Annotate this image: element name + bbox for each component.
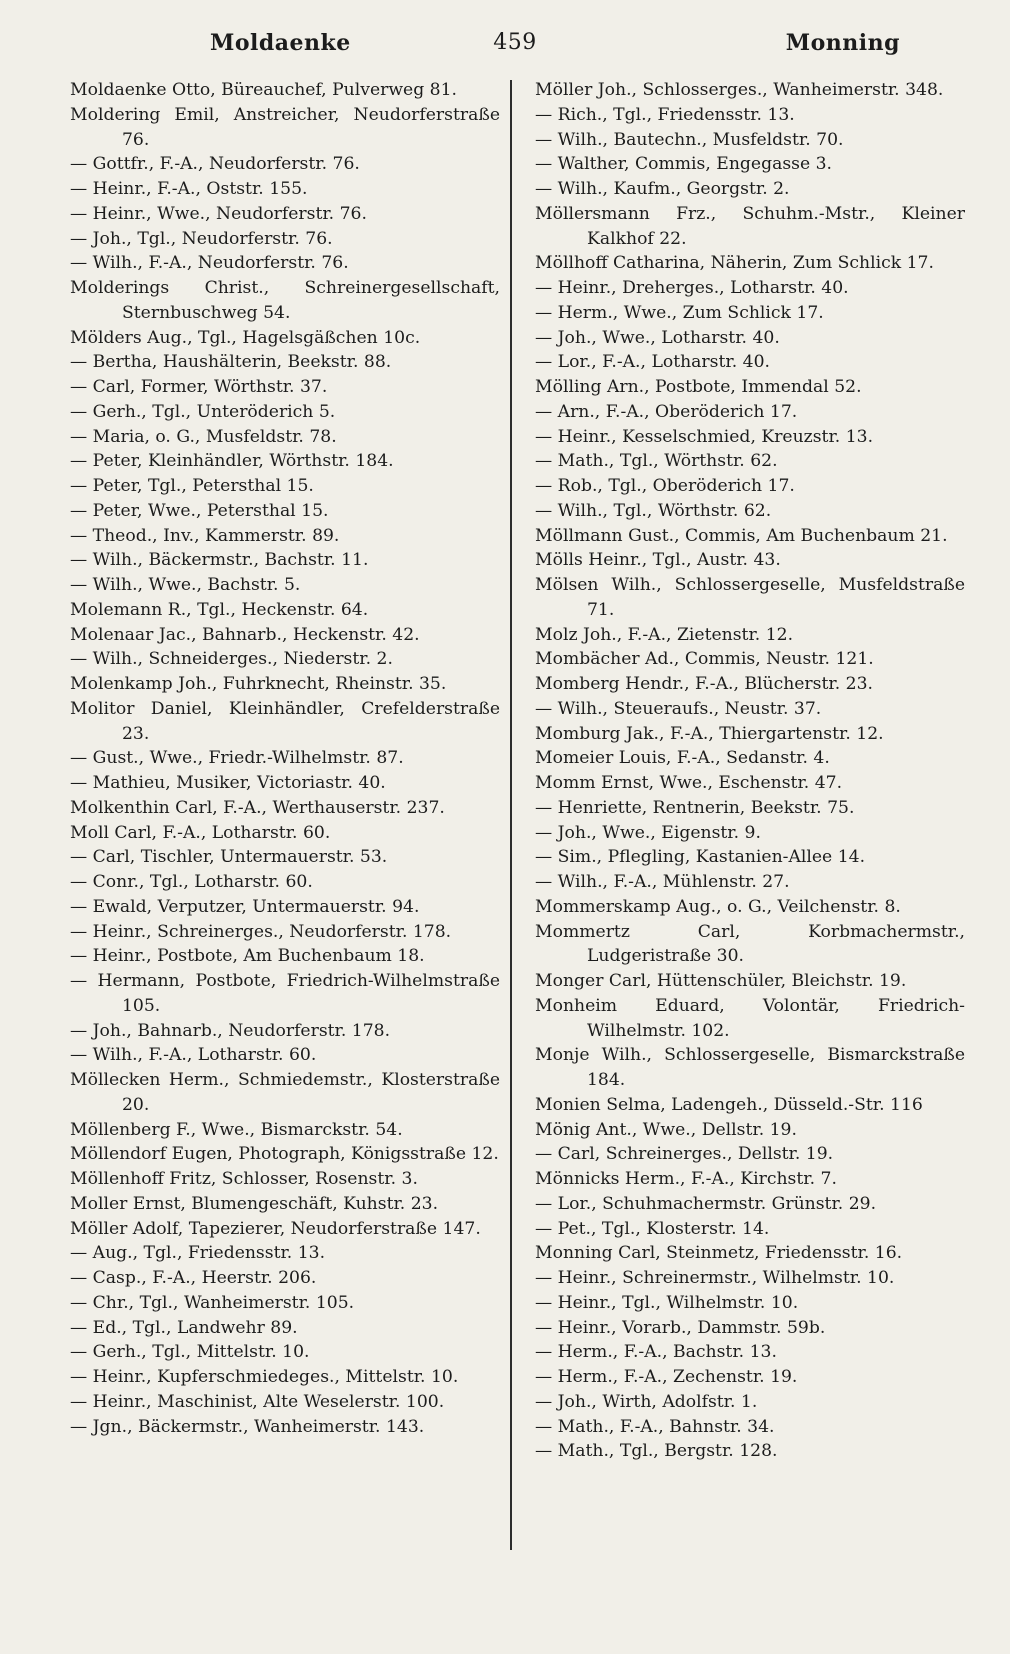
directory-entry: Mönig Ant., Wwe., Dellstr. 19. — [535, 1119, 797, 1140]
directory-entry: — Joh., Tgl., Neudorferstr. 76. — [70, 228, 333, 249]
directory-entry: — Gottfr., F.-A., Neudorferstr. 76. — [70, 154, 360, 175]
directory-entry: Molderings Christ., Schreinergesellschaft, Sternbuschweg 54. — [70, 278, 500, 323]
directory-entry: Monheim Eduard, Volontär, Friedrich-Wilhelmstr. 102. — [535, 995, 965, 1041]
directory-entry: Möllmann Gust., Commis, Am Buchenbaum 21. — [535, 525, 948, 546]
directory-entry: — Math., F.-A., Bahnstr. 34. — [535, 1416, 775, 1437]
directory-entry: Mombächer Ad., Commis, Neustr. 121. — [535, 649, 874, 670]
directory-entry: — Wilh., F.-A., Lotharstr. 60. — [70, 1045, 317, 1066]
directory-entry: — Joh., Bahnarb., Neudorferstr. 178. — [70, 1020, 391, 1041]
directory-entry: — Math., Tgl., Bergstr. 128. — [535, 1441, 778, 1462]
directory-entry: Moll Carl, F.-A., Lotharstr. 60. — [70, 822, 331, 843]
directory-entry: Momberg Hendr., F.-A., Blücherstr. 23. — [535, 674, 873, 694]
directory-entry: — Wilh., Kaufm., Georgstr. 2. — [535, 179, 790, 199]
directory-entry: — Heinr., F.-A., Oststr. 155. — [70, 179, 308, 199]
directory-entry: — Herm., F.-A., Zechenstr. 19. — [535, 1367, 798, 1387]
directory-entry: — Joh., Wirth, Adolfstr. 1. — [535, 1391, 758, 1412]
directory-entry: Möllendorf Eugen, Photograph, Königsstraße 12. — [70, 1144, 499, 1165]
directory-entry: — Walther, Commis, Engegasse 3. — [535, 154, 833, 175]
directory-entry: Molenkamp Joh., Fuhrknecht, Rheinstr. 35. — [70, 674, 447, 694]
directory-entry: Momburg Jak., F.-A., Thiergartenstr. 12. — [535, 723, 884, 744]
directory-entry: Mönnicks Herm., F.-A., Kirchstr. 7. — [535, 1169, 837, 1189]
directory-entry: — Bertha, Haushälterin, Beekstr. 88. — [70, 352, 392, 373]
directory-entry: — Maria, o. G., Musfeldstr. 78. — [70, 426, 337, 447]
directory-entry: Molkenthin Carl, F.-A., Werthauserstr. 237. — [70, 797, 445, 818]
header-first-entry: Moldaenke — [210, 30, 351, 56]
directory-entry: — Lor., F.-A., Lotharstr. 40. — [535, 352, 770, 373]
directory-entry: — Heinr., Maschinist, Alte Weselerstr. 100. — [70, 1391, 445, 1412]
directory-entry: Möller Joh., Schlosserges., Wanheimerstr. 348. — [535, 80, 944, 100]
directory-entry: — Jgn., Bäckermstr., Wanheimerstr. 143. — [70, 1416, 425, 1437]
directory-entry: — Ewald, Verputzer, Untermauerstr. 94. — [70, 896, 420, 917]
directory-entry: — Joh., Wwe., Lotharstr. 40. — [535, 327, 780, 348]
directory-entry: — Carl, Schreinerges., Dellstr. 19. — [535, 1144, 834, 1165]
directory-entry: — Sim., Pflegling, Kastanien-Allee 14. — [535, 847, 866, 868]
page-number: 459 — [493, 30, 537, 55]
directory-entry: — Chr., Tgl., Wanheimerstr. 105. — [70, 1292, 355, 1313]
directory-entry: — Heinr., Tgl., Wilhelmstr. 10. — [535, 1292, 799, 1313]
directory-entry: — Heinr., Postbote, Am Buchenbaum 18. — [70, 946, 425, 967]
directory-entry: — Pet., Tgl., Klosterstr. 14. — [535, 1218, 770, 1239]
directory-entry: Möllecken Herm., Schmiedemstr., Klosterstraße 20. — [70, 1070, 500, 1115]
directory-entry: — Aug., Tgl., Friedensstr. 13. — [70, 1243, 326, 1264]
header-last-entry: Monning — [785, 30, 900, 56]
directory-entry: — Peter, Wwe., Petersthal 15. — [70, 500, 329, 521]
page-header — [70, 30, 960, 70]
directory-entry: — Rich., Tgl., Friedensstr. 13. — [535, 104, 795, 125]
directory-entry: Monning Carl, Steinmetz, Friedensstr. 16. — [535, 1243, 903, 1264]
directory-entry: Mölls Heinr., Tgl., Austr. 43. — [535, 550, 781, 571]
directory-entry: — Joh., Wwe., Eigenstr. 9. — [535, 822, 761, 843]
directory-entry: — Heinr., Wwe., Neudorferstr. 76. — [70, 203, 367, 224]
directory-entry: — Wilh., Bautechn., Musfeldstr. 70. — [535, 129, 844, 150]
directory-entry: Moller Ernst, Blumengeschäft, Kuhstr. 23. — [70, 1193, 439, 1214]
directory-entry: Monien Selma, Ladengeh., Düsseld.-Str. 116 — [535, 1094, 923, 1115]
directory-entry: Möllenhoff Fritz, Schlosser, Rosenstr. 3. — [70, 1169, 418, 1189]
directory-entry: — Peter, Tgl., Petersthal 15. — [70, 476, 314, 496]
directory-entry: — Mathieu, Musiker, Victoriastr. 40. — [70, 773, 386, 793]
directory-entry: — Rob., Tgl., Oberöderich 17. — [535, 476, 795, 496]
directory-entry: Molitor Daniel, Kleinhändler, Crefelderstraße 23. — [70, 698, 500, 744]
directory-entry: — Hermann, Postbote, Friedrich-Wilhelmstraße 105. — [70, 971, 500, 1016]
directory-entry: Monje Wilh., Schlossergeselle, Bismarckstraße 184. — [535, 1045, 965, 1090]
directory-entry: Molenaar Jac., Bahnarb., Heckenstr. 42. — [70, 624, 420, 645]
directory-entry: — Math., Tgl., Wörthstr. 62. — [535, 451, 778, 472]
directory-entry: — Herm., Wwe., Zum Schlick 17. — [535, 302, 824, 323]
directory-entry: Mommertz Carl, Korbmachermstr., Ludgeristraße 30. — [535, 921, 965, 967]
directory-entry: — Peter, Kleinhändler, Wörthstr. 184. — [70, 451, 394, 472]
directory-entry: — Wilh., Wwe., Bachstr. 5. — [70, 575, 301, 595]
directory-entry: Moldering Emil, Anstreicher, Neudorferstraße 76. — [70, 104, 500, 150]
directory-entry: Momm Ernst, Wwe., Eschenstr. 47. — [535, 773, 843, 793]
directory-entry: — Heinr., Kesselschmied, Kreuzstr. 13. — [535, 426, 874, 447]
directory-entry: Mölling Arn., Postbote, Immendal 52. — [535, 377, 862, 397]
directory-entry: Molemann R., Tgl., Heckenstr. 64. — [70, 599, 369, 620]
directory-entry: — Heinr., Vorarb., Dammstr. 59b. — [535, 1317, 826, 1338]
directory-entry: Mölsen Wilh., Schlossergeselle, Musfeldstraße 71. — [535, 575, 965, 620]
right-column — [535, 78, 965, 1464]
directory-entry: — Wilh., F.-A., Neudorferstr. 76. — [70, 253, 349, 274]
directory-entry: Molz Joh., F.-A., Zietenstr. 12. — [535, 624, 794, 645]
directory-entry: Möller Adolf, Tapezierer, Neudorferstraße 147. — [70, 1218, 481, 1239]
directory-entry: Möllenberg F., Wwe., Bismarckstr. 54. — [70, 1119, 403, 1140]
directory-entry: — Gerh., Tgl., Mittelstr. 10. — [70, 1342, 310, 1363]
directory-entry: Mommerskamp Aug., o. G., Veilchenstr. 8. — [535, 896, 901, 917]
left-column — [70, 78, 500, 1439]
directory-entry: Momeier Louis, F.-A., Sedanstr. 4. — [535, 748, 830, 769]
directory-entry: — Gerh., Tgl., Unteröderich 5. — [70, 401, 336, 422]
directory-entry: — Henriette, Rentnerin, Beekstr. 75. — [535, 797, 855, 818]
directory-entry: — Carl, Tischler, Untermauerstr. 53. — [70, 847, 388, 868]
directory-entry: — Herm., F.-A., Bachstr. 13. — [535, 1342, 777, 1363]
directory-entry: — Heinr., Schreinerges., Neudorferstr. 178. — [70, 921, 452, 942]
column-divider — [510, 80, 512, 1550]
directory-entry: — Wilh., F.-A., Mühlenstr. 27. — [535, 872, 790, 892]
directory-entry: — Carl, Former, Wörthstr. 37. — [70, 377, 328, 397]
directory-entry: — Heinr., Kupferschmiedeges., Mittelstr. 10. — [70, 1367, 459, 1387]
directory-entry: — Conr., Tgl., Lotharstr. 60. — [70, 872, 313, 892]
directory-entry: — Lor., Schuhmachermstr. Grünstr. 29. — [535, 1193, 877, 1214]
directory-entry: — Wilh., Tgl., Wörthstr. 62. — [535, 500, 772, 521]
directory-entry: — Wilh., Steueraufs., Neustr. 37. — [535, 698, 822, 719]
directory-entry: — Casp., F.-A., Heerstr. 206. — [70, 1268, 317, 1288]
directory-entry: Möllhoff Catharina, Näherin, Zum Schlick 17. — [535, 253, 934, 274]
directory-entry: — Wilh., Bäckermstr., Bachstr. 11. — [70, 550, 369, 571]
directory-entry: — Theod., Inv., Kammerstr. 89. — [70, 525, 340, 546]
directory-entry: — Gust., Wwe., Friedr.-Wilhelmstr. 87. — [70, 748, 404, 769]
directory-entry: Moldaenke Otto, Büreauchef, Pulverweg 81. — [70, 80, 458, 100]
directory-entry: — Arn., F.-A., Oberöderich 17. — [535, 401, 798, 422]
directory-entry: Mölders Aug., Tgl., Hagelsgäßchen 10c. — [70, 327, 421, 348]
directory-entry: — Wilh., Schneiderges., Niederstr. 2. — [70, 649, 393, 670]
directory-entry: Möllersmann Frz., Schuhm.-Mstr., Kleiner Kalkhof 22. — [535, 203, 965, 249]
directory-entry: — Heinr., Dreherges., Lotharstr. 40. — [535, 278, 849, 298]
directory-entry: — Heinr., Schreinermstr., Wilhelmstr. 10. — [535, 1268, 895, 1288]
directory-entry: — Ed., Tgl., Landwehr 89. — [70, 1317, 298, 1338]
directory-entry: Monger Carl, Hüttenschüler, Bleichstr. 19. — [535, 971, 907, 991]
